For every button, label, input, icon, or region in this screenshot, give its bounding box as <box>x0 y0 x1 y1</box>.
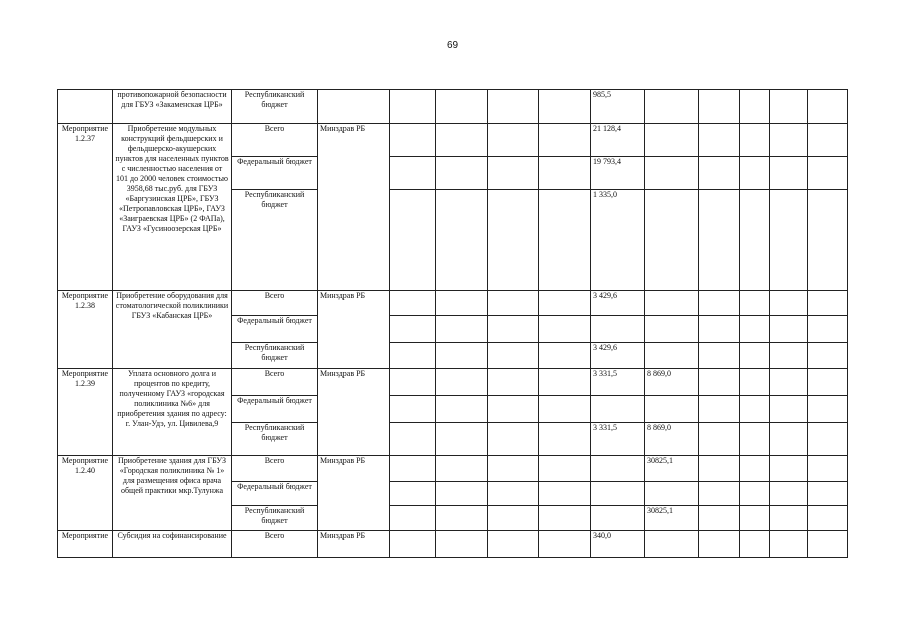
executor: Минздрав РБ <box>318 531 390 558</box>
empty-cell <box>436 369 488 396</box>
table-row <box>58 369 848 396</box>
empty-cell <box>539 482 591 506</box>
empty-cell <box>390 124 436 157</box>
empty-cell <box>539 423 591 456</box>
empty-cell <box>808 90 848 124</box>
amount-cell <box>645 316 699 343</box>
empty-cell <box>770 190 808 291</box>
empty-cell <box>488 531 539 558</box>
empty-cell <box>699 482 740 506</box>
empty-cell <box>740 90 770 124</box>
empty-cell <box>390 396 436 423</box>
empty-cell <box>740 369 770 396</box>
empty-cell <box>488 190 539 291</box>
table-row <box>58 456 848 482</box>
empty-cell <box>539 124 591 157</box>
measure-label: Мероприятие <box>58 531 113 558</box>
empty-cell <box>770 423 808 456</box>
funding-source: Всего <box>232 369 318 396</box>
empty-cell <box>740 124 770 157</box>
empty-cell <box>699 90 740 124</box>
amount-cell: 30825,1 <box>645 506 699 531</box>
amount-cell: 3 429,6 <box>591 343 645 369</box>
empty-cell <box>539 531 591 558</box>
empty-cell <box>390 456 436 482</box>
empty-cell <box>699 157 740 190</box>
empty-cell <box>390 291 436 316</box>
empty-cell <box>699 343 740 369</box>
funding-source: Федеральный бюджет <box>232 316 318 343</box>
funding-source: Всего <box>232 291 318 316</box>
table-row <box>58 291 848 316</box>
empty-cell <box>436 291 488 316</box>
empty-cell <box>699 423 740 456</box>
measure-description: противопожарной безопасности для ГБУЗ «Закаменская ЦРБ» <box>113 90 232 124</box>
empty-cell <box>740 506 770 531</box>
empty-cell <box>488 396 539 423</box>
program-table <box>57 89 848 558</box>
amount-cell: 3 331,5 <box>591 423 645 456</box>
amount-cell: 985,5 <box>591 90 645 124</box>
empty-cell <box>436 482 488 506</box>
amount-cell: 340,0 <box>591 531 645 558</box>
measure-label <box>58 90 113 124</box>
empty-cell <box>390 90 436 124</box>
empty-cell <box>390 190 436 291</box>
empty-cell <box>699 396 740 423</box>
empty-cell <box>699 456 740 482</box>
empty-cell <box>539 343 591 369</box>
empty-cell <box>699 369 740 396</box>
empty-cell <box>740 316 770 343</box>
empty-cell <box>740 291 770 316</box>
empty-cell <box>770 124 808 157</box>
empty-cell <box>808 343 848 369</box>
empty-cell <box>770 90 808 124</box>
funding-source: Федеральный бюджет <box>232 396 318 423</box>
empty-cell <box>808 316 848 343</box>
empty-cell <box>488 506 539 531</box>
empty-cell <box>699 291 740 316</box>
empty-cell <box>808 506 848 531</box>
empty-cell <box>488 90 539 124</box>
empty-cell <box>808 482 848 506</box>
measure-description: Приобретение оборудования для стоматологической поликлиники ГБУЗ «Кабанская ЦРБ» <box>113 291 232 369</box>
empty-cell <box>770 369 808 396</box>
executor: Минздрав РБ <box>318 456 390 531</box>
funding-source: Республиканский бюджет <box>232 90 318 124</box>
empty-cell <box>699 531 740 558</box>
measure-label: Мероприятие 1.2.38 <box>58 291 113 369</box>
table-row <box>58 531 848 558</box>
empty-cell <box>770 396 808 423</box>
funding-source: Всего <box>232 456 318 482</box>
funding-source: Республиканский бюджет <box>232 423 318 456</box>
funding-source: Федеральный бюджет <box>232 157 318 190</box>
amount-cell: 19 793,4 <box>591 157 645 190</box>
empty-cell <box>390 531 436 558</box>
amount-cell: 8 869,0 <box>645 369 699 396</box>
funding-source: Республиканский бюджет <box>232 190 318 291</box>
empty-cell <box>390 506 436 531</box>
executor: Минздрав РБ <box>318 369 390 456</box>
empty-cell <box>808 456 848 482</box>
empty-cell <box>770 157 808 190</box>
measure-label: Мероприятие 1.2.37 <box>58 124 113 291</box>
empty-cell <box>770 456 808 482</box>
amount-cell <box>645 482 699 506</box>
empty-cell <box>390 157 436 190</box>
amount-cell <box>591 396 645 423</box>
empty-cell <box>390 343 436 369</box>
empty-cell <box>808 190 848 291</box>
empty-cell <box>539 291 591 316</box>
empty-cell <box>390 423 436 456</box>
empty-cell <box>436 423 488 456</box>
empty-cell <box>436 343 488 369</box>
empty-cell <box>740 423 770 456</box>
executor: Минздрав РБ <box>318 124 390 291</box>
empty-cell <box>539 369 591 396</box>
empty-cell <box>488 291 539 316</box>
executor: Минздрав РБ <box>318 291 390 369</box>
empty-cell <box>488 316 539 343</box>
funding-source: Республиканский бюджет <box>232 506 318 531</box>
empty-cell <box>436 396 488 423</box>
amount-cell: 3 331,5 <box>591 369 645 396</box>
amount-cell: 8 869,0 <box>645 423 699 456</box>
amount-cell <box>645 157 699 190</box>
measure-description: Субсидия на софинансирование <box>113 531 232 558</box>
amount-cell <box>591 482 645 506</box>
empty-cell <box>488 343 539 369</box>
empty-cell <box>390 369 436 396</box>
empty-cell <box>808 396 848 423</box>
measure-description: Уплата основного долга и процентов по кредиту, полученному ГАУЗ «городская поликлиника №6» для приобретения здания по адресу: г. Улан-Удэ, ул. Цивилева,9 <box>113 369 232 456</box>
empty-cell <box>699 124 740 157</box>
executor <box>318 90 390 124</box>
empty-cell <box>770 506 808 531</box>
empty-cell <box>699 506 740 531</box>
empty-cell <box>808 157 848 190</box>
empty-cell <box>808 291 848 316</box>
measure-description: Приобретение здания для ГБУЗ «Городская поликлиника № 1» для размещения офиса врача общей практики мкр.Тулунжа <box>113 456 232 531</box>
amount-cell <box>591 506 645 531</box>
empty-cell <box>770 531 808 558</box>
measure-description: Приобретение модульных конструкций фельдшерских и фельдшерско-акушерских пунктов для населенных пунктов с численностью населения от 101 до 2000 человек стоимостью 3958,68 тыс.руб. для ГБУЗ «Баргузинская ЦРБ», ГБУЗ «Петропавловская ЦРБ», ГАУЗ «Заиграевская ЦРБ» (2 ФАПа), ГАУЗ «Гусиноозерская ЦРБ» <box>113 124 232 291</box>
empty-cell <box>488 124 539 157</box>
empty-cell <box>539 90 591 124</box>
empty-cell <box>770 482 808 506</box>
empty-cell <box>436 124 488 157</box>
empty-cell <box>740 343 770 369</box>
empty-cell <box>740 157 770 190</box>
empty-cell <box>808 531 848 558</box>
funding-source: Всего <box>232 531 318 558</box>
empty-cell <box>699 190 740 291</box>
empty-cell <box>539 316 591 343</box>
empty-cell <box>436 190 488 291</box>
empty-cell <box>740 190 770 291</box>
empty-cell <box>740 396 770 423</box>
amount-cell: 3 429,6 <box>591 291 645 316</box>
empty-cell <box>390 316 436 343</box>
empty-cell <box>488 456 539 482</box>
amount-cell <box>645 396 699 423</box>
empty-cell <box>436 157 488 190</box>
empty-cell <box>390 482 436 506</box>
page-number: 69 <box>446 40 459 51</box>
amount-cell <box>645 343 699 369</box>
empty-cell <box>770 291 808 316</box>
empty-cell <box>539 506 591 531</box>
empty-cell <box>808 124 848 157</box>
empty-cell <box>488 482 539 506</box>
empty-cell <box>808 369 848 396</box>
empty-cell <box>740 531 770 558</box>
empty-cell <box>539 396 591 423</box>
amount-cell <box>591 316 645 343</box>
empty-cell <box>488 157 539 190</box>
empty-cell <box>436 316 488 343</box>
empty-cell <box>740 482 770 506</box>
amount-cell <box>645 124 699 157</box>
measure-label: Мероприятие 1.2.39 <box>58 369 113 456</box>
empty-cell <box>539 157 591 190</box>
empty-cell <box>539 190 591 291</box>
amount-cell <box>645 291 699 316</box>
empty-cell <box>770 343 808 369</box>
amount-cell <box>645 531 699 558</box>
empty-cell <box>436 456 488 482</box>
funding-source: Всего <box>232 124 318 157</box>
empty-cell <box>699 316 740 343</box>
funding-source: Федеральный бюджет <box>232 482 318 506</box>
empty-cell <box>740 456 770 482</box>
empty-cell <box>539 456 591 482</box>
empty-cell <box>436 90 488 124</box>
empty-cell <box>770 316 808 343</box>
amount-cell: 1 335,0 <box>591 190 645 291</box>
amount-cell <box>591 456 645 482</box>
empty-cell <box>488 369 539 396</box>
measure-label: Мероприятие 1.2.40 <box>58 456 113 531</box>
amount-cell: 21 128,4 <box>591 124 645 157</box>
funding-source: Республиканский бюджет <box>232 343 318 369</box>
empty-cell <box>436 506 488 531</box>
table-row <box>58 90 848 124</box>
empty-cell <box>808 423 848 456</box>
amount-cell <box>645 90 699 124</box>
table-row <box>58 124 848 157</box>
empty-cell <box>436 531 488 558</box>
empty-cell <box>488 423 539 456</box>
amount-cell <box>645 190 699 291</box>
amount-cell: 30825,1 <box>645 456 699 482</box>
